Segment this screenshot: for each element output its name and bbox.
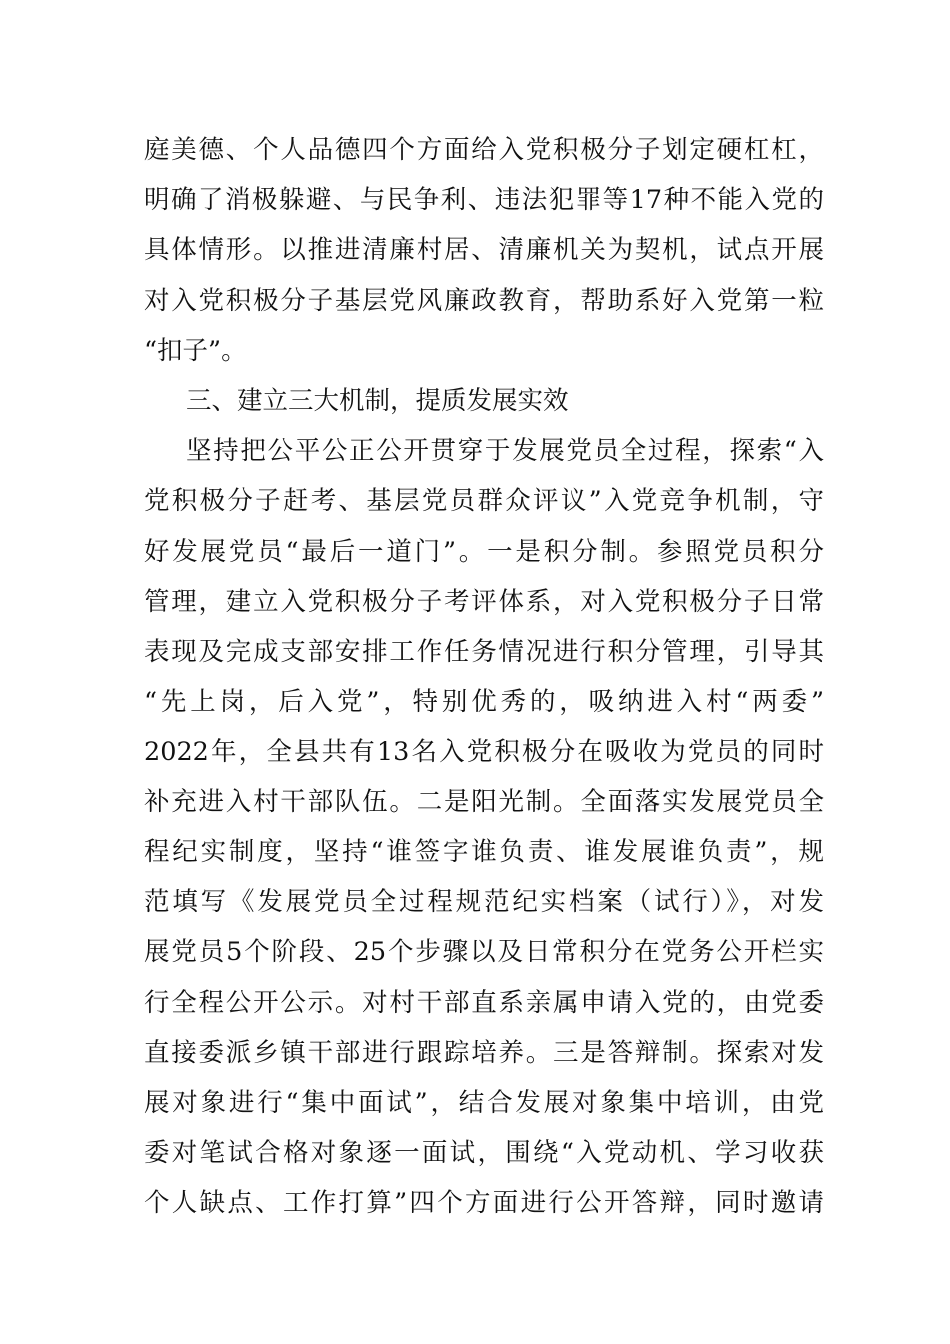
text-line-17: 展党员5个阶段、25个步骤以及日常积分在党务公开栏实	[144, 937, 824, 967]
text-line-2: 明确了消极躲避、与民争利、违法犯罪等17种不能入党的	[144, 185, 824, 215]
text-line-3: 具体情形。以推进清廉村居、清廉机关为契机，试点开展	[144, 235, 824, 265]
text-line-1: 庭美德、个人品德四个方面给入党积极分子划定硬杠杠，	[144, 135, 824, 165]
text-line-11: 表现及完成支部安排工作任务情况进行积分管理，引导其	[144, 637, 824, 667]
text-line-22: 个人缺点、工作打算”四个方面进行公开答辩，同时邀请	[144, 1188, 824, 1218]
text-line-20: 展对象进行“集中面试”，结合发展对象集中培训，由党	[144, 1088, 824, 1118]
text-line-10: 管理，建立入党积极分子考评体系，对入党积极分子日常	[144, 587, 824, 617]
text-line-9: 好发展党员“最后一道门”。一是积分制。参照党员积分	[144, 537, 824, 567]
text-line-4: 对入党积极分子基层党风廉政教育，帮助系好入党第一粒	[144, 286, 824, 316]
text-line-14: 补充进入村干部队伍。二是阳光制。全面落实发展党员全	[144, 787, 824, 817]
text-line-19: 直接委派乡镇干部进行跟踪培养。三是答辩制。探索对发	[144, 1038, 824, 1068]
text-line-12: “先上岗，后入党”，特别优秀的，吸纳进入村“两委”	[144, 687, 824, 717]
text-line-7: 坚持把公平公正公开贯穿于发展党员全过程，探索“入	[186, 436, 824, 466]
text-line-5: “扣子”。	[144, 336, 247, 366]
text-line-16: 范填写《发展党员全过程规范纪实档案（试行）》，对发	[144, 887, 824, 917]
text-line-15: 程纪实制度，坚持“谁签字谁负责、谁发展谁负责”，规	[144, 837, 824, 867]
text-line-21: 委对笔试合格对象逐一面试，围绕“入党动机、学习收获	[144, 1138, 824, 1168]
text-line-13: 2022年，全县共有13名入党积极分在吸收为党员的同时	[144, 737, 824, 767]
text-line-8: 党积极分子赶考、基层党员群众评议”入党竞争机制，守	[144, 486, 824, 516]
text-line-18: 行全程公开公示。对村干部直系亲属申请入党的，由党委	[144, 988, 824, 1018]
section-heading: 三、建立三大机制，提质发展实效	[186, 386, 569, 416]
